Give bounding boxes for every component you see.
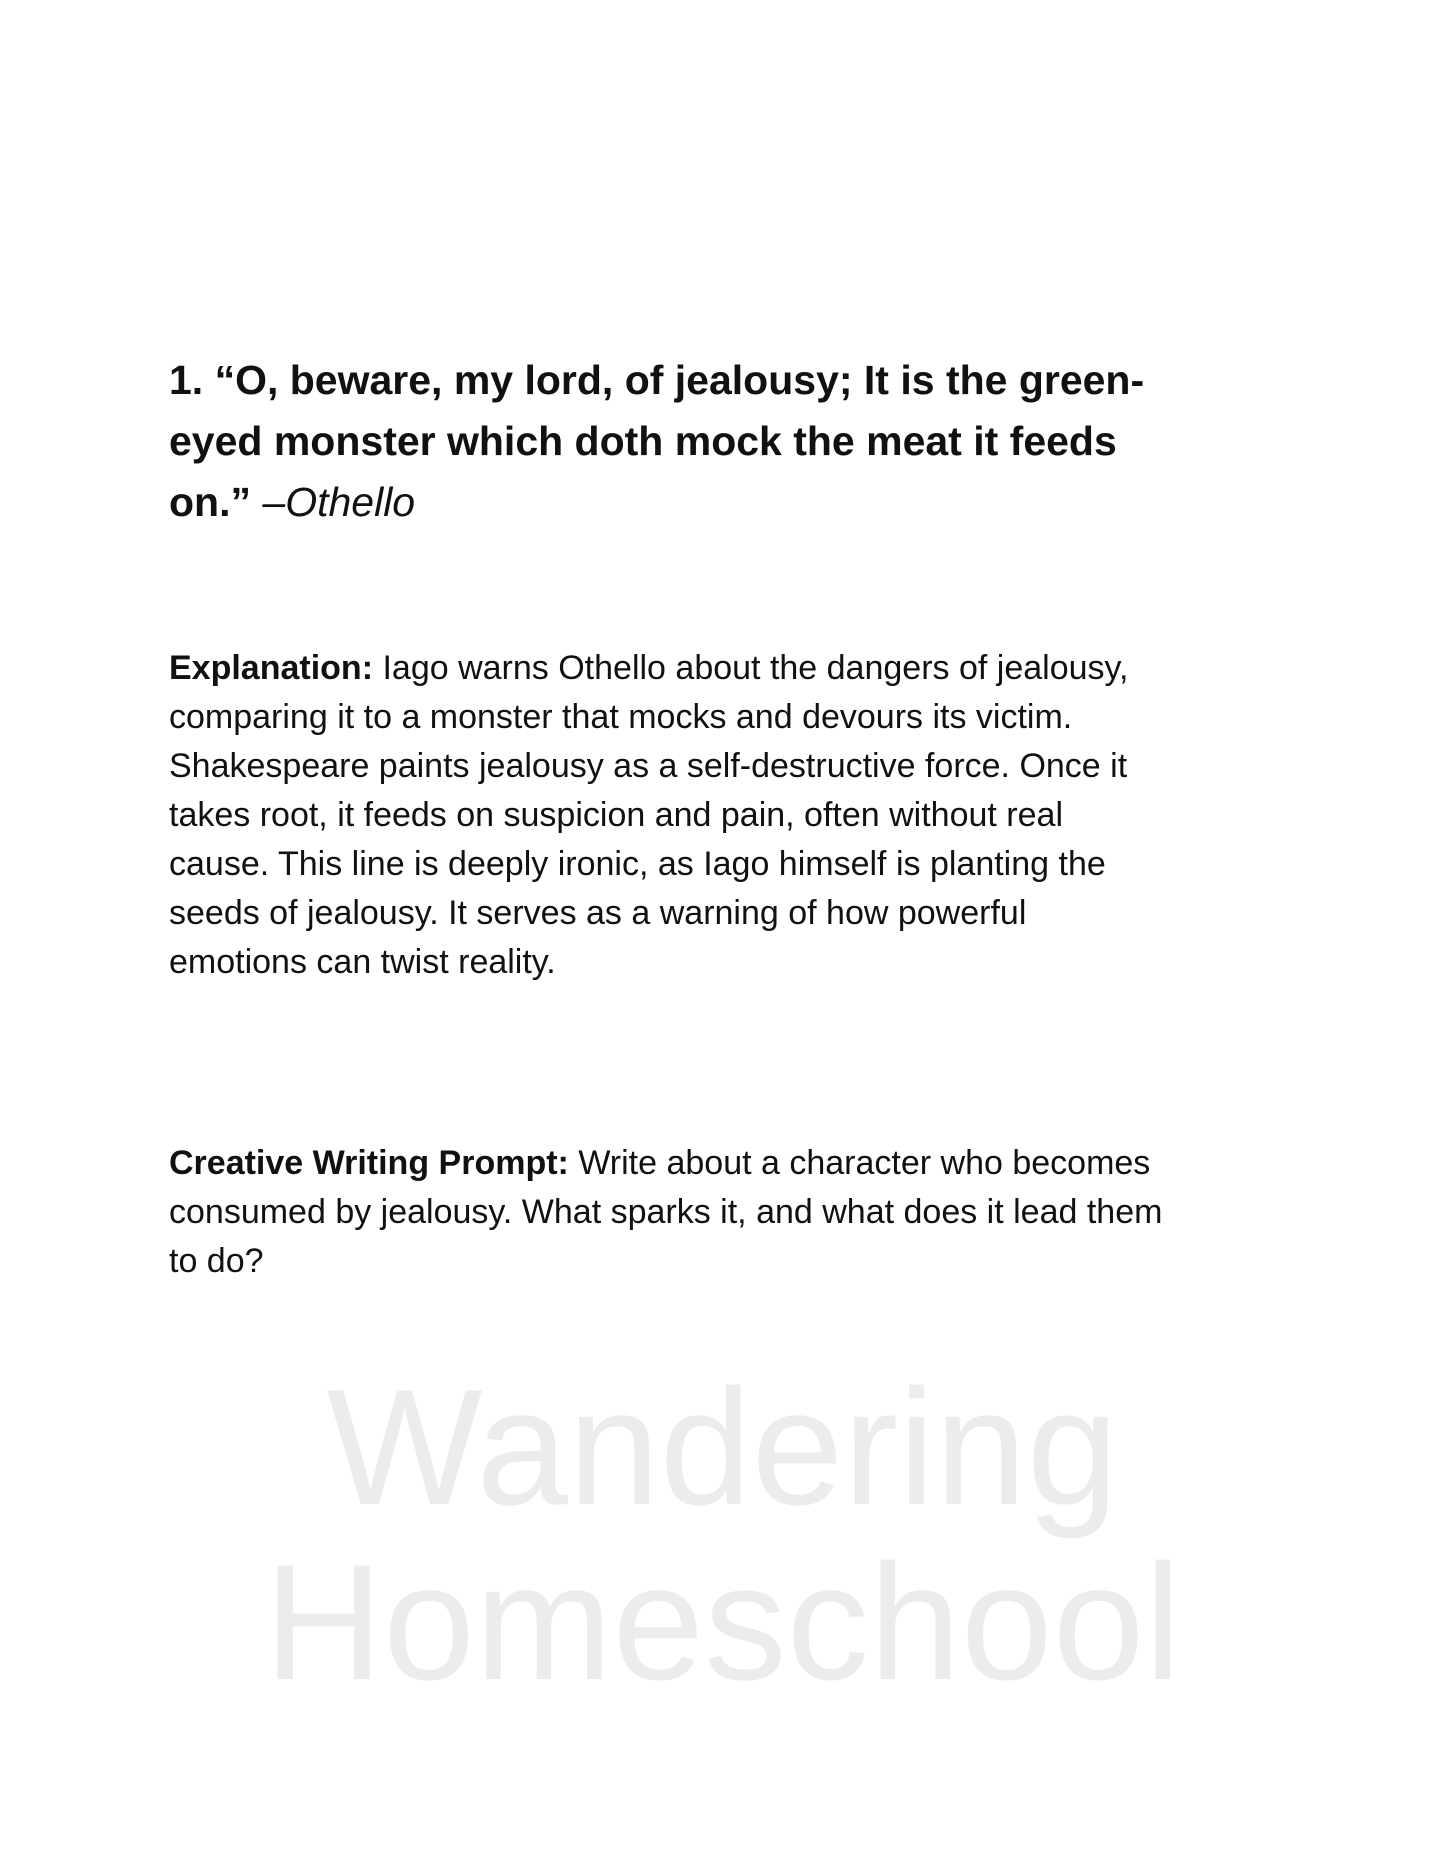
prompt-text: to do? <box>169 1242 264 1280</box>
watermark-line-1: Wandering <box>326 1355 1119 1539</box>
quote-line: on.” <box>169 479 251 525</box>
quote-line: 1. “O, beware, my lord, of jealousy; It is the green- <box>169 357 1145 403</box>
quote-attribution: –Othello <box>262 479 416 525</box>
explanation-text: emotions can twist reality. <box>169 943 556 981</box>
prompt-text: Write about a character who becomes <box>568 1144 1151 1182</box>
explanation-text: Shakespeare paints jealousy as a self-destructive force. Once it <box>169 747 1128 785</box>
explanation-text: seeds of jealousy. It serves as a warning of how powerful <box>169 894 1027 932</box>
explanation-label: Explanation: <box>169 649 374 687</box>
quote-line: eyed monster which doth mock the meat it feeds <box>169 418 1117 464</box>
creative-writing-prompt <box>169 1139 1319 1286</box>
explanation-text: cause. This line is deeply ironic, as Iago himself is planting the <box>169 845 1106 883</box>
watermark-line-2: Homeschool <box>263 1530 1182 1714</box>
explanation-text: takes root, it feeds on suspicion and pain, often without real <box>169 796 1063 834</box>
explanation-text: comparing it to a monster that mocks and devours its victim. <box>169 698 1073 736</box>
explanation-paragraph <box>169 644 1319 987</box>
prompt-text: consumed by jealousy. What sparks it, and what does it lead them <box>169 1193 1163 1231</box>
watermark <box>0 1355 1445 1714</box>
quote-heading <box>169 350 1319 533</box>
explanation-text: Iago warns Othello about the dangers of jealousy, <box>373 649 1129 687</box>
prompt-label: Creative Writing Prompt: <box>169 1144 569 1182</box>
